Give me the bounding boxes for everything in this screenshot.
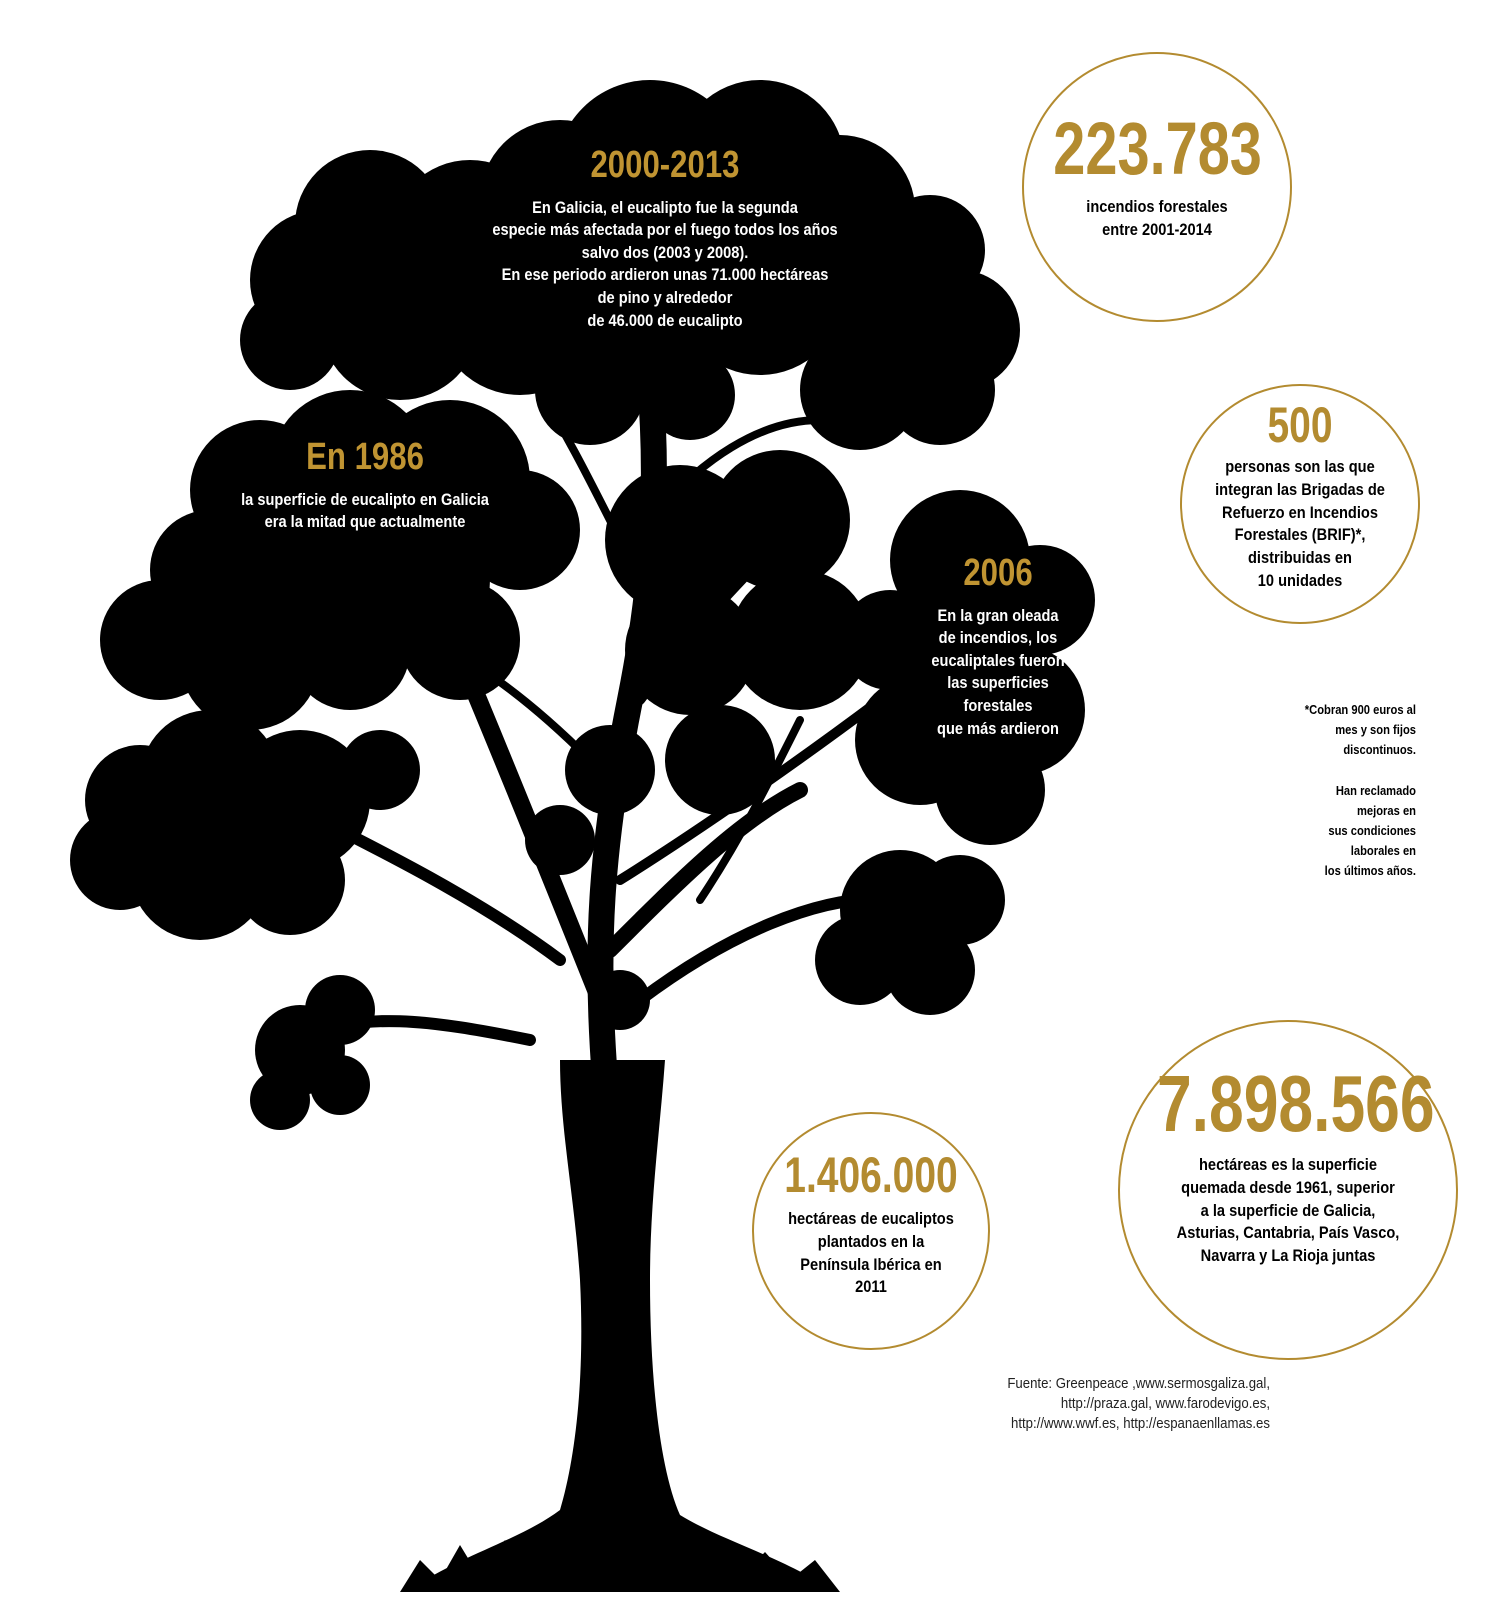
block-1986 [205,432,525,534]
text-2000-2013: En Galicia, el eucalipto fue la segunda especie más afectada por el fuego todos los años salvo dos (2003 y 2008). En ese periodo ardieron unas 71.000 hectáreas de pino y alrededor de 46.000 de eucalipto [492,197,838,330]
stat-text-burned-surface: hectáreas es la superficie quemada desde 1961, superior a la superficie de Galicia, Asturias, Cantabria, País Vasco, Navarra y La Rioja juntas [1176,1155,1400,1266]
stat-text-eucalyptus-hectares: hectáreas de eucaliptos plantados en la Península Ibérica en 2011 [788,1209,954,1297]
stat-circle-brif [1180,384,1420,624]
block-2006 [898,548,1098,740]
stat-number-eucalyptus-hectares: 1.406.000 [784,1147,958,1203]
brif-footnote: *Cobran 900 euros al mes y son fijos discontinuos. Han reclamado mejoras en sus condiciones laborales en los últimos años. [1304,702,1416,879]
stat-number-burned-surface: 7.898.566 [1156,1059,1435,1148]
stat-text-brif: personas son las que integran las Brigadas de Refuerzo en Incendios Forestales (BRIF)*, distribuidas en 10 unidades [1215,457,1385,590]
stat-number-brif: 500 [1267,397,1333,453]
text-2006: En la gran oleada de incendios, los eucaliptales fueron las superficies forestales que más ardieron [931,605,1065,738]
tree-trunk-base [410,1060,830,1590]
stat-circle-eucalyptus-hectares [752,1112,990,1350]
heading-1986: En 1986 [306,436,424,478]
stat-circle-fires [1022,52,1292,322]
heading-2000-2013: 2000-2013 [590,144,740,186]
block-2000-2013 [455,140,875,332]
stat-number-fires: 223.783 [1053,107,1262,190]
text-1986: la superficie de eucalipto en Galicia era la mitad que actualmente [241,489,489,532]
source-credit: Fuente: Greenpeace ,www.sermosgaliza.gal, http://praza.gal, www.farodevigo.es, http://www.wwf.es, http://espanaenllamas.es [1007,1375,1270,1433]
stat-circle-burned-surface [1118,1020,1458,1360]
stat-text-fires: incendios forestales entre 2001-2014 [1086,197,1228,239]
heading-2006: 2006 [963,552,1033,594]
